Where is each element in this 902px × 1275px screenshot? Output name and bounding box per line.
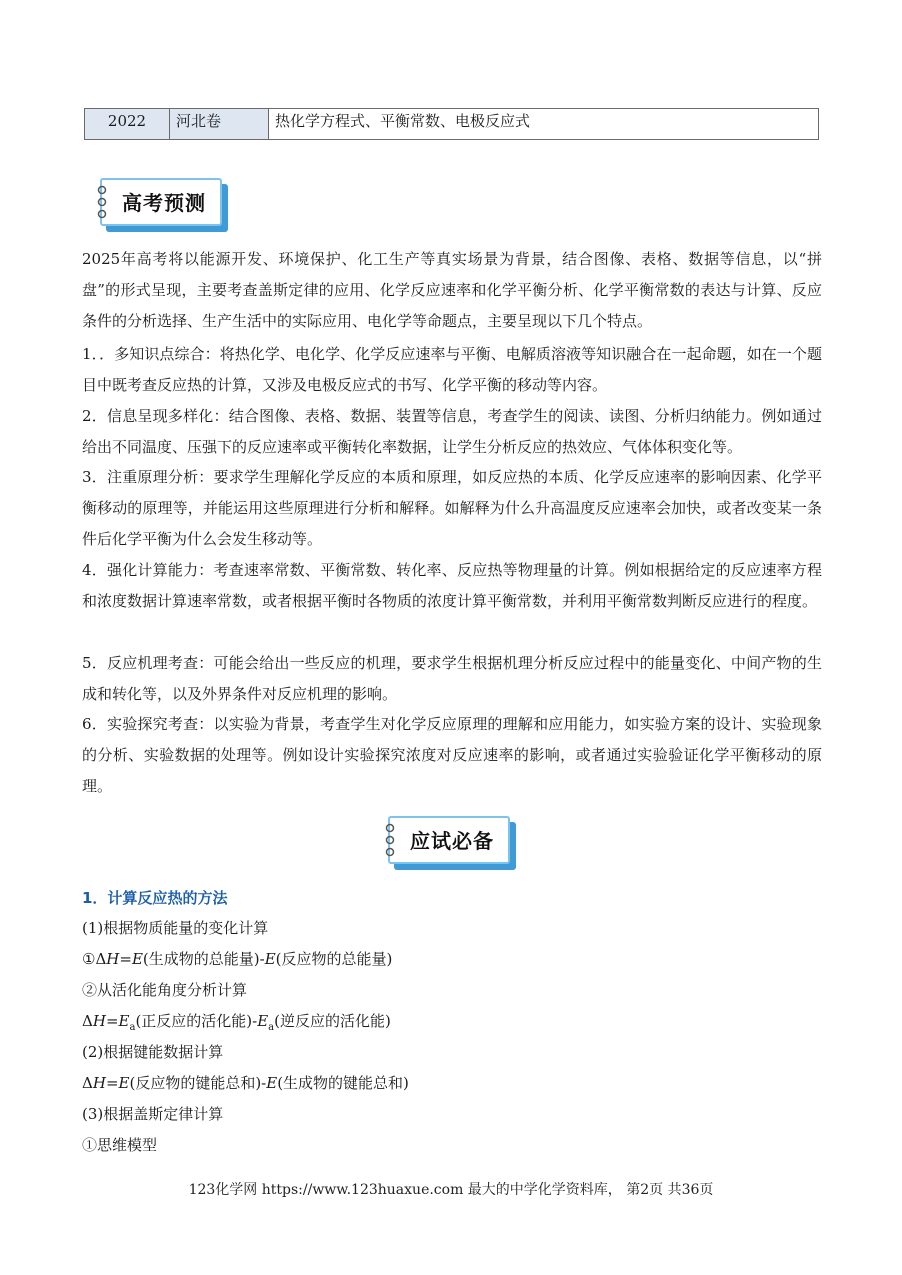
topics-cell: 热化学方程式、平衡常数、电极反应式 bbox=[269, 109, 819, 140]
forecast-point-5: 5．反应机理考查：可能会给出一些反应的机理，要求学生根据机理分析反应过程中的能量变化、中间产物的生成和转化等，以及外界条件对反应机理的影响。 bbox=[82, 654, 822, 703]
region-cell: 河北卷 bbox=[170, 109, 269, 140]
formula-prefix: ①Δ bbox=[82, 950, 107, 968]
table-row bbox=[85, 109, 819, 140]
forecast-point-3: 3．注重原理分析：要求学生理解化学反应的本质和原理，如反应热的本质、化学反应速率的影响因素、化学平衡移动的原理等，并能运用这些原理进行分析和解释。如解释为什么升高温度反应速率会加快，或者改变某一条件后化学平衡为什么会发生移动等。 bbox=[82, 468, 822, 548]
formula-equals: = bbox=[105, 1074, 119, 1092]
formula-subscript: a bbox=[129, 1022, 136, 1033]
forecast-point-6: 6．实验探究考查：以实验为背景，考查学生对化学反应原理的理解和应用能力，如实验方案的设计、实验现象的分析、实验数据的处理等。例如设计实验探究浓度对反应速率的影响，或者通过实验验证化学平衡移动的原理。 bbox=[82, 715, 822, 795]
formula-symbol: H bbox=[106, 950, 120, 968]
formula-text: (逆反应的活化能) bbox=[274, 1012, 391, 1030]
formula-text: (反应物的总能量) bbox=[275, 950, 393, 968]
formula-text: (生成物的总能量)- bbox=[142, 950, 265, 968]
method-2-title: (2)根据键能数据计算 bbox=[82, 1043, 224, 1061]
formula-symbol: E bbox=[257, 1012, 269, 1030]
formula-symbol: E bbox=[118, 1074, 130, 1092]
method-heading: 1．计算反应热的方法 bbox=[82, 889, 228, 907]
formula-energy-change bbox=[82, 945, 392, 973]
forecast-intro: 2025年高考将以能源开发、环境保护、化工生产等真实场景为背景，结合图像、表格、数据等信息，以“拼盘”的形式呈现，主要考查盖斯定律的应用、化学反应速率和化学平衡分析、化学平衡常数的表达与计算、反应条件的分析选择、生产生活中的实际应用、电化学等命题点，主要呈现以下几个特点。 bbox=[82, 250, 822, 330]
formula-bond-energy bbox=[82, 1069, 409, 1097]
formula-symbol: E bbox=[266, 1074, 278, 1092]
method-1-title: (1)根据物质能量的变化计算 bbox=[82, 919, 269, 937]
forecast-point-2: 2．信息呈现多样化：结合图像、表格、数据、装置等信息，考查学生的阅读、读图、分析归纳能力。例如通过给出不同温度、压强下的反应速率或平衡转化率数据，让学生分析反应的热效应、气体体积变化等。 bbox=[82, 407, 822, 456]
formula-equals: = bbox=[119, 950, 132, 968]
forecast-point-1: 1．．多知识点综合：将热化学、电化学、化学反应速率与平衡、电解质溶液等知识融合在一起命题，如在一个题目中既考查反应热的计算，又涉及电极反应式的书写、化学平衡的移动等内容。 bbox=[82, 345, 822, 394]
forecast-section-badge bbox=[100, 178, 222, 226]
spiral-binding-icon bbox=[383, 821, 397, 859]
formula-text: (生成物的键能总和) bbox=[277, 1074, 409, 1092]
essentials-badge-label: 应试必备 bbox=[410, 829, 494, 853]
formula-equals: = bbox=[105, 1012, 119, 1030]
exam-history-table bbox=[84, 108, 819, 140]
forecast-point-4: 4．强化计算能力：考查速率常数、平衡常数、转化率、反应热等物理量的计算。例如根据给定的反应速率方程和浓度数据计算速率常数，或者根据平衡时各物质的浓度计算平衡常数，并利用平衡常数判断反应进行的程度。 bbox=[82, 561, 822, 610]
essentials-section-badge bbox=[388, 816, 510, 864]
formula-text: (反应物的键能总和)- bbox=[129, 1074, 267, 1092]
formula-symbol: E bbox=[264, 950, 276, 968]
formula-symbol: E bbox=[131, 950, 143, 968]
method-3-subtitle: ①思维模型 bbox=[82, 1136, 158, 1154]
formula-symbol: H bbox=[92, 1074, 106, 1092]
formula-activation-energy bbox=[82, 1007, 391, 1042]
formula-prefix: Δ bbox=[82, 1012, 93, 1030]
formula-text: (正反应的活化能)- bbox=[135, 1012, 258, 1030]
forecast-badge-label: 高考预测 bbox=[122, 191, 206, 215]
formula-symbol: H bbox=[92, 1012, 106, 1030]
formula-prefix: Δ bbox=[82, 1074, 93, 1092]
formula-subscript: a bbox=[268, 1022, 275, 1033]
year-cell: 2022 bbox=[85, 109, 170, 140]
method-1-subtitle: ②从活化能角度分析计算 bbox=[82, 981, 248, 999]
page-footer: 123化学网 https://www.123huaxue.com 最大的中学化学资料库， 第2页 共36页 bbox=[188, 1182, 714, 1198]
formula-symbol: E bbox=[118, 1012, 130, 1030]
spiral-binding-icon bbox=[95, 183, 109, 221]
method-3-title: (3)根据盖斯定律计算 bbox=[82, 1105, 224, 1123]
